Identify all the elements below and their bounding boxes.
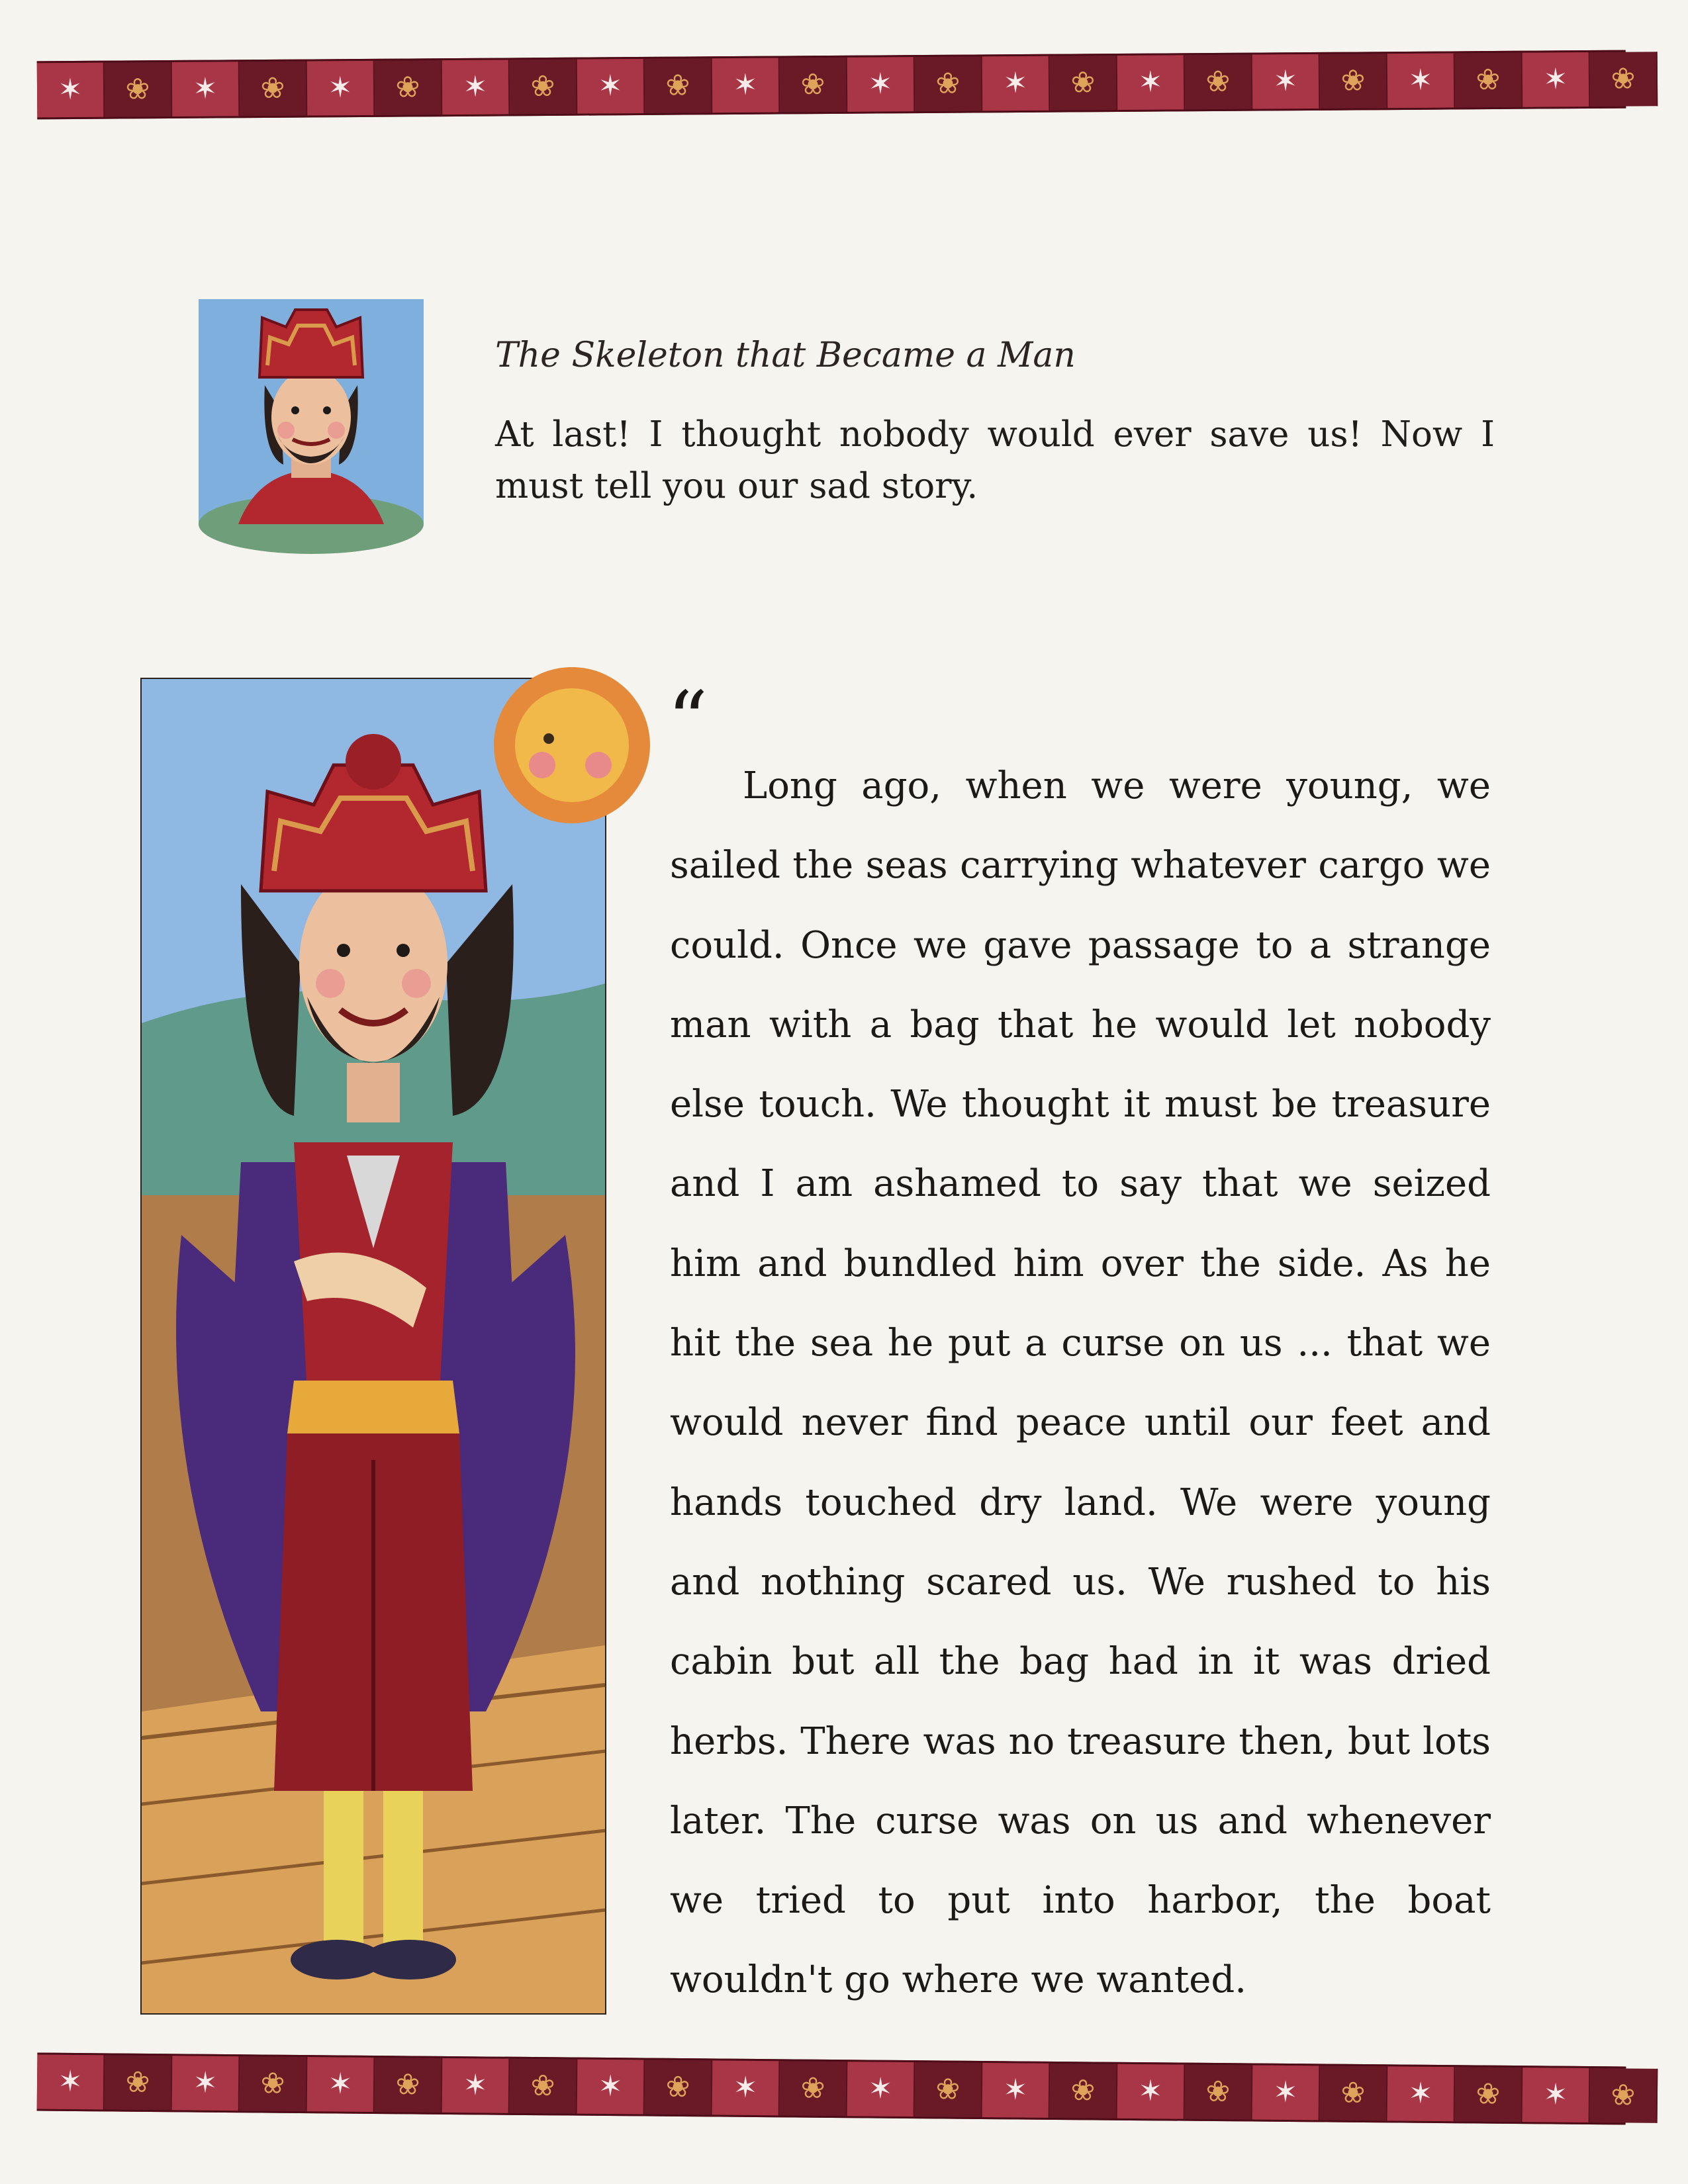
star-icon: ✶ [442,60,510,114]
flower-icon: ❀ [1050,56,1118,111]
flower-icon: ❀ [1590,2068,1658,2123]
star-icon: ✶ [1117,2064,1186,2119]
intro-text: At last! I thought nobody would ever save us! Now I must tell you our sad story. [495,414,1495,506]
flower-icon: ❀ [915,2062,983,2117]
star-icon: ✶ [1523,52,1591,107]
star-icon: ✶ [172,2056,240,2111]
flower-icon: ❀ [1320,54,1388,109]
flower-icon: ❀ [375,2058,443,2113]
flower-icon: ❀ [240,2056,308,2111]
flower-icon: ❀ [1590,52,1658,107]
star-icon: ✶ [847,57,915,112]
flower-icon: ❀ [240,62,308,116]
man-in-red-hat-illustration [142,679,605,2013]
flower-icon: ❀ [780,58,848,113]
flower-icon: ❀ [1185,2065,1253,2120]
flower-icon: ❀ [375,60,443,115]
star-icon: ✶ [1387,2066,1456,2121]
portrait-icon [199,299,424,524]
flower-icon: ❀ [1185,55,1253,110]
story-body: Long ago, when we were young, we sailed the seas carrying whatever cargo we could. Once we gave passage to a strange man with a bag that he would let nobody else touch. We thought it must be treasure and I am ashamed to say that we seized him and bundled him over the side. As he hit the sea he put a curse on us ... that we would never find peace until our feet and hands touched dry land. We were young and nothing scared us. We rushed to his cabin but all the bag had in it was dried herbs. There was no treasure then, but lots later. The curse was on us and whenever we tried to put into harbor, the boat wouldn't go where we wanted. [670,764,1491,2002]
decorative-border-top [37,50,1636,120]
sun-face-icon [494,667,650,823]
illustration [142,679,605,2013]
star-icon: ✶ [1523,2068,1591,2122]
star-icon: ✶ [577,59,645,114]
star-icon: ✶ [1252,54,1321,109]
star-icon: ✶ [712,58,780,113]
star-icon: ✶ [1117,55,1186,110]
star-icon: ✶ [1387,53,1456,108]
flower-icon: ❀ [105,2055,173,2110]
star-icon: ✶ [847,2062,915,2116]
flower-icon: ❀ [645,2060,713,2115]
man-portrait-icon [199,299,424,524]
flower-icon: ❀ [1050,2064,1118,2118]
flower-icon: ❀ [1455,2067,1523,2122]
flower-icon: ❀ [1320,2066,1388,2120]
star-icon: ✶ [172,62,240,116]
star-icon: ✶ [1252,2066,1321,2120]
star-icon: ✶ [307,61,375,116]
flower-icon: ❀ [105,62,173,117]
star-icon: ✶ [442,2058,510,2113]
star-icon: ✶ [982,56,1051,111]
story-title: The Skeleton that Became a Man [495,336,1076,375]
flower-icon: ❀ [1455,53,1523,108]
decorative-border-bottom [37,2053,1636,2125]
star-icon: ✶ [307,2057,375,2112]
flower-icon: ❀ [915,56,983,111]
flower-icon: ❀ [780,2061,848,2116]
star-icon: ✶ [37,2055,105,2110]
opening-quote-mark: “ [667,675,708,767]
star-icon: ✶ [577,2060,645,2115]
flower-icon: ❀ [645,58,713,113]
flower-icon: ❀ [510,2059,578,2114]
star-icon: ✶ [712,2060,780,2115]
star-icon: ✶ [37,63,105,118]
flower-icon: ❀ [510,60,578,114]
star-icon: ✶ [982,2063,1051,2118]
